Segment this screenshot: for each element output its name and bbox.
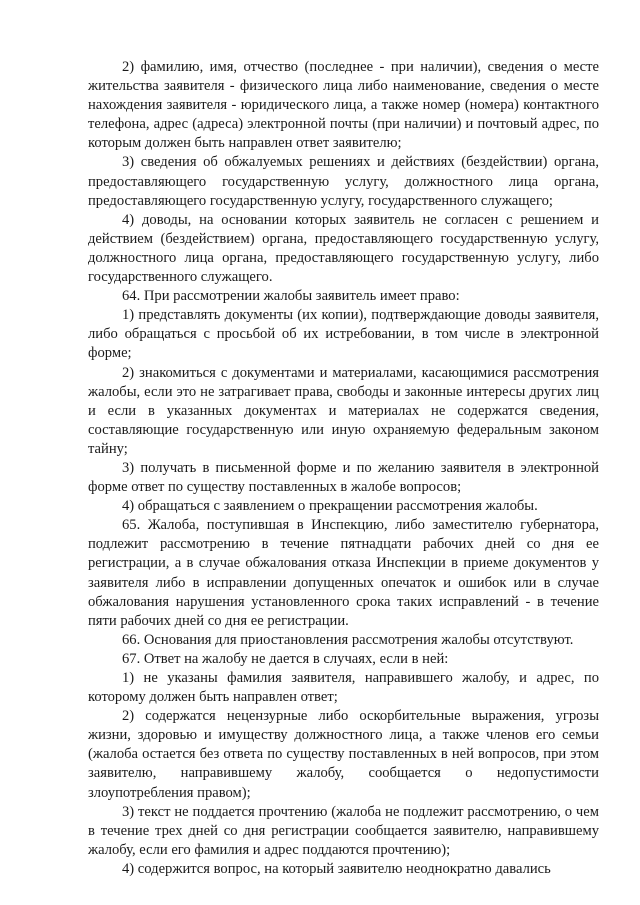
paragraph-67-2-obscene: 2) содержатся нецензурные либо оскорбительные выражения, угрозы жизни, здоровью и имуществу должностного лица, а также членов его семьи (жалоба остается без ответа по существу поставленных в ней вопросов, при этом заявителю, направившему жалобу, сообщается о недопустимости злоупотребления правом); <box>88 708 599 801</box>
paragraph-64-2-review-materials: 2) знакомиться с документами и материалами, касающимися рассмотрения жалобы, если это не затрагивает права, свободы и законные интересы других лиц и если в указанных документах и материалах не содержатся сведения, составляющие государственную или иную охраняемую федеральным законом тайну; <box>88 364 599 457</box>
paragraph-64-4-terminate-review: 4) обращаться с заявлением о прекращении рассмотрения жалобы. <box>122 498 538 515</box>
paragraph-64-1-submit-documents: 1) представлять документы (их копии), подтверждающие доводы заявителя, либо обращаться с просьбой об их истребовании, в том числе в электронной форме; <box>88 307 599 362</box>
paragraph-65-review-period: 65. Жалоба, поступившая в Инспекцию, либо заместителю губернатора, подлежит рассмотрению в течение пятнадцати рабочих дней со дня ее регистрации, а в случае обжалования отказа Инспекции в приеме документов у заявителя либо в исправлении допущенных опечаток и ошибок или в случае обжалования нарушения установленного срока таких исправлений - в течение пяти рабочих дней со дня ее регистрации. <box>88 517 599 629</box>
paragraph-item-2-applicant-details: 2) фамилию, имя, отчество (последнее - при наличии), сведения о месте жительства заявителя - физического лица либо наименование, сведения о месте нахождения заявителя - юридического лица, а также номер (номера) контактного телефона, адрес (адреса) электронной почты (при наличии) и почтовый адрес, по которым должен быть направлен ответ заявителю; <box>88 59 599 152</box>
paragraph-67-1-no-name: 1) не указаны фамилия заявителя, направившего жалобу, и адрес, по которому должен быть направлен ответ; <box>88 670 599 706</box>
paragraph-64-3-receive-answer: 3) получать в письменной форме и по желанию заявителя в электронной форме ответ по существу поставленных в жалобе вопросов; <box>88 459 599 496</box>
document-page <box>88 58 599 879</box>
paragraph-item-3-appealed-decisions: 3) сведения об обжалуемых решениях и действиях (бездействии) органа, предоставляющего государственную услугу, должностного лица органа, предоставляющего государственную услугу, государственного служащего; <box>88 154 599 209</box>
paragraph-67-4-repeated-question: 4) содержится вопрос, на который заявителю неоднократно давались <box>122 860 551 877</box>
paragraph-67-3-unreadable: 3) текст не поддается прочтению (жалоба не подлежит рассмотрению, о чем в течение трех дней со дня регистрации сообщается заявителю, направившему жалобу, если его фамилия и адрес поддаются прочтению); <box>88 803 599 858</box>
paragraph-66-no-suspension: 66. Основания для приостановления рассмотрения жалобы отсутствуют. <box>122 631 574 648</box>
paragraph-item-4-arguments: 4) доводы, на основании которых заявитель не согласен с решением и действием (бездействием) органа, предоставляющего государственную услугу, должностного лица органа, предоставляющего государственную услугу, либо государственного служащего. <box>88 211 599 286</box>
paragraph-64-rights: 64. При рассмотрении жалобы заявитель имеет право: <box>122 288 460 305</box>
paragraph-67-no-answer-cases: 67. Ответ на жалобу не дается в случаях, если в ней: <box>122 650 449 667</box>
